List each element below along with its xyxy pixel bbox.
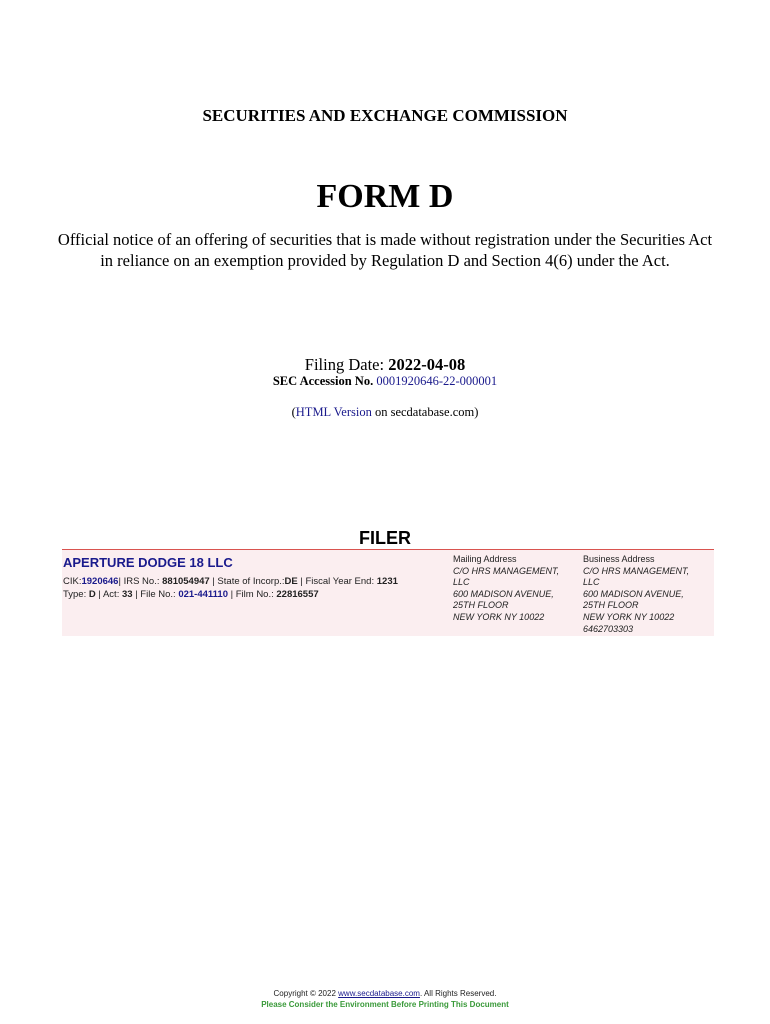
filing-date-label: Filing Date: xyxy=(304,355,385,374)
mailing-address-line: C/O HRS MANAGEMENT, xyxy=(453,565,560,576)
file-no-label: | File No.: xyxy=(132,589,179,600)
file-no-link[interactable]: 021-441110 xyxy=(178,589,228,600)
fiscal-year-value: 1231 xyxy=(376,576,398,587)
company-name-link[interactable]: APERTURE DODGE 18 LLC xyxy=(63,555,233,570)
agency-title: SECURITIES AND EXCHANGE COMMISSION xyxy=(202,106,568,125)
copyright-text: Copyright © 2022 xyxy=(273,989,339,998)
mailing-address xyxy=(453,554,578,624)
business-address-line: NEW YORK NY 10022 xyxy=(583,611,675,622)
filer-filing-info xyxy=(63,589,319,600)
mailing-address-label: Mailing Address xyxy=(453,554,517,564)
film-no-value: 22816557 xyxy=(276,589,319,600)
fiscal-year-label: | Fiscal Year End: xyxy=(297,576,377,587)
rights-text: . All Rights Reserved. xyxy=(419,989,497,998)
accession-label: SEC Accession No. xyxy=(272,374,374,388)
cik-label: CIK: xyxy=(63,576,82,587)
accession-number xyxy=(0,374,770,389)
state-value: DE xyxy=(284,576,298,587)
html-version-open: ( xyxy=(291,405,296,419)
film-no-label: | Film No.: xyxy=(228,589,277,600)
html-version-line xyxy=(0,405,770,420)
mailing-address-line: 25TH FLOOR xyxy=(453,600,509,611)
act-value: 33 xyxy=(121,589,133,600)
filer-heading: FILER xyxy=(359,528,411,548)
accession-link[interactable]: 0001920646-22-000001 xyxy=(376,374,498,388)
business-address-line: LLC xyxy=(583,577,600,588)
irs-label: | IRS No.: xyxy=(118,576,163,587)
filing-date xyxy=(0,355,770,375)
business-address-line: 600 MADISON AVENUE, xyxy=(583,588,684,599)
type-value: D xyxy=(88,589,96,600)
filer-identifiers xyxy=(63,576,398,587)
business-address-label: Business Address xyxy=(583,554,655,564)
mailing-address-line: NEW YORK NY 10022 xyxy=(453,611,545,622)
secdatabase-link[interactable]: www.secdatabase.com xyxy=(338,989,420,998)
business-address-line: 25TH FLOOR xyxy=(583,600,639,611)
footer xyxy=(0,988,770,1010)
business-phone: 6462703303 xyxy=(583,623,634,634)
irs-value: 881054947 xyxy=(162,576,210,587)
environment-notice: Please Consider the Environment Before Printing This Document xyxy=(261,1000,509,1009)
state-label: | State of Incorp.: xyxy=(209,576,285,587)
mailing-address-line: 600 MADISON AVENUE, xyxy=(453,588,554,599)
footer-copyright xyxy=(0,988,770,999)
mailing-address-line: LLC xyxy=(453,577,470,588)
filing-date-value: 2022-04-08 xyxy=(388,355,466,374)
form-title: FORM D xyxy=(316,178,454,215)
filer-box xyxy=(62,549,714,636)
act-label: | Act: xyxy=(95,589,122,600)
html-version-rest: on secdatabase.com) xyxy=(371,405,479,419)
cik-link[interactable]: 1920646 xyxy=(81,576,119,587)
offering-notice: Official notice of an offering of securities that is made without registration under the Securities Act in reliance on an exemption provided by Regulation D and Section 4(6) under the Act. xyxy=(57,230,713,270)
type-label: Type: xyxy=(63,589,89,600)
html-version-link[interactable]: HTML Version xyxy=(295,405,372,419)
business-address-line: C/O HRS MANAGEMENT, xyxy=(583,565,690,576)
business-address xyxy=(583,554,708,635)
